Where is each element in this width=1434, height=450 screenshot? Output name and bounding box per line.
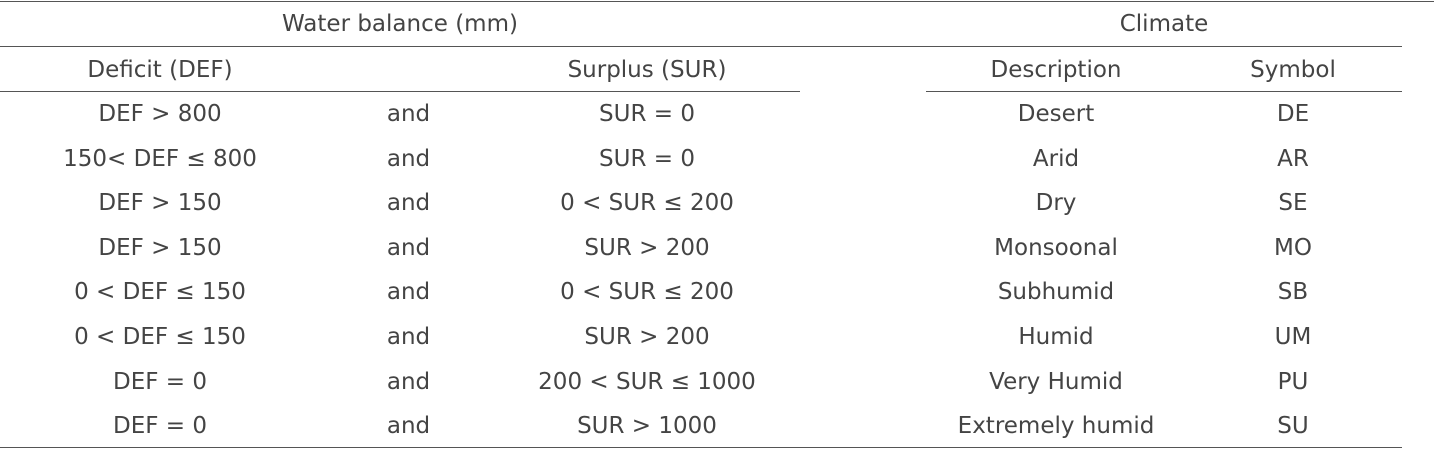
surplus-cell: 0 < SUR ≤ 200 <box>560 279 734 306</box>
description-cell: Humid <box>1018 324 1094 350</box>
water-balance-subheader-rule <box>0 91 800 92</box>
deficit-cell: DEF > 150 <box>98 234 222 261</box>
deficit-cell: 0 < DEF ≤ 150 <box>74 324 246 350</box>
symbol-cell: SB <box>1277 279 1309 306</box>
water-balance-group-header: Water balance (mm) <box>282 11 518 37</box>
description-cell: Desert <box>1017 101 1095 127</box>
deficit-cell: DEF = 0 <box>113 368 207 395</box>
group-rule <box>0 46 1402 47</box>
symbol-cell: AR <box>1277 145 1309 172</box>
deficit-cell: DEF = 0 <box>113 413 207 440</box>
symbol-cell: UM <box>1274 324 1312 350</box>
description-cell: Subhumid <box>997 279 1115 306</box>
symbol-cell: SE <box>1278 190 1308 217</box>
and-cell: and <box>386 101 431 127</box>
top-rule <box>0 1 1434 2</box>
deficit-cell: DEF > 800 <box>98 101 222 127</box>
and-cell: and <box>386 234 431 261</box>
and-cell: and <box>386 279 431 306</box>
description-cell: Arid <box>1032 145 1080 172</box>
description-column-header: Description <box>990 57 1122 83</box>
description-cell: Monsoonal <box>994 234 1118 261</box>
surplus-cell: 0 < SUR ≤ 200 <box>560 190 734 217</box>
climate-subheader-rule <box>926 91 1402 92</box>
deficit-column-header: Deficit (DEF) <box>87 57 233 83</box>
surplus-cell: SUR = 0 <box>599 145 695 172</box>
symbol-cell: MO <box>1274 234 1312 261</box>
and-cell: and <box>386 190 431 217</box>
surplus-cell: SUR > 200 <box>584 324 710 350</box>
deficit-cell: 0 < DEF ≤ 150 <box>74 279 246 306</box>
surplus-cell: SUR > 200 <box>584 234 710 261</box>
bottom-rule <box>0 447 1402 448</box>
symbol-cell: PU <box>1277 368 1309 395</box>
symbol-column-header: Symbol <box>1250 57 1336 83</box>
description-cell: Dry <box>1035 190 1077 217</box>
deficit-cell: DEF > 150 <box>98 190 222 217</box>
symbol-cell: DE <box>1276 101 1310 127</box>
and-cell: and <box>386 413 431 440</box>
deficit-cell: 150< DEF ≤ 800 <box>63 145 257 172</box>
and-cell: and <box>386 145 431 172</box>
surplus-cell: SUR > 1000 <box>577 413 717 440</box>
description-cell: Extremely humid <box>957 413 1155 440</box>
surplus-column-header: Surplus (SUR) <box>567 57 727 83</box>
and-cell: and <box>386 368 431 395</box>
and-cell: and <box>386 324 431 350</box>
surplus-cell: 200 < SUR ≤ 1000 <box>538 368 756 395</box>
surplus-cell: SUR = 0 <box>599 101 695 127</box>
climate-group-header: Climate <box>1119 11 1209 37</box>
symbol-cell: SU <box>1277 413 1309 440</box>
description-cell: Very Humid <box>989 368 1123 395</box>
